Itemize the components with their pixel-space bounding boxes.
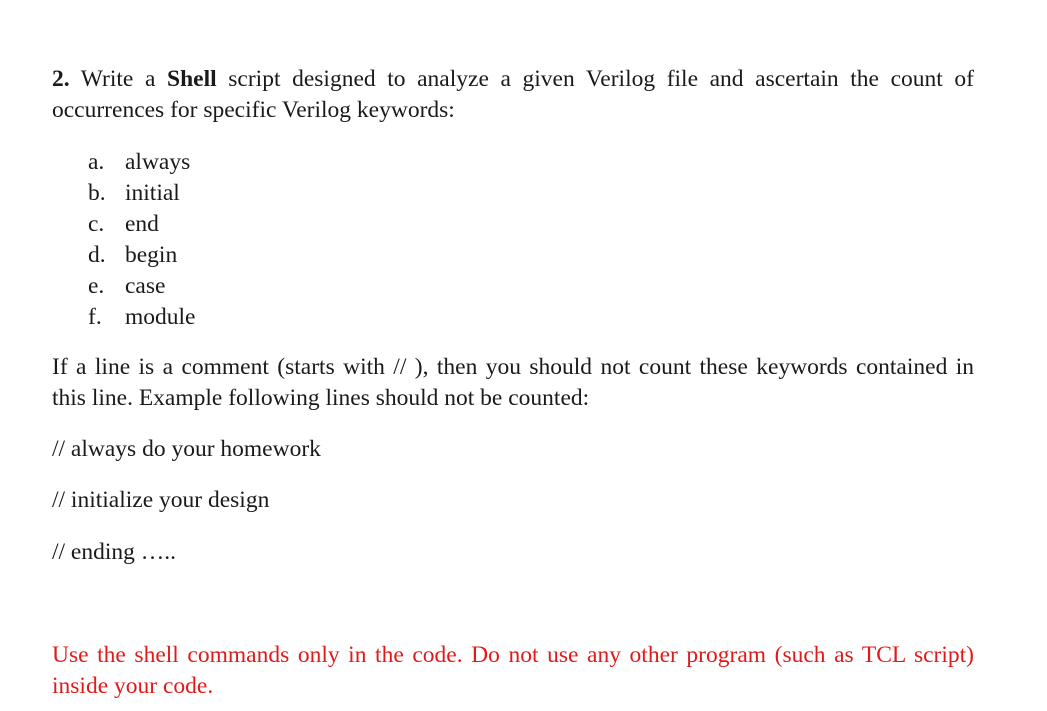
example-comment-line: // initialize your design	[52, 487, 270, 513]
intro-text-part-1: Write a	[69, 66, 168, 92]
keyword-initial: initial	[125, 180, 180, 206]
comment-rule-line-1: If a line is a comment (starts with // ), then you should not count these keywords contained in	[52, 354, 974, 380]
list-marker: a.	[88, 149, 105, 175]
question-intro-line-1	[52, 64, 974, 94]
intro-text-part-2: script designed to analyze a given Verilog file and ascertain the count of	[216, 66, 974, 92]
list-marker: f.	[88, 304, 102, 330]
list-marker: e.	[88, 273, 105, 299]
keyword-module: module	[125, 304, 196, 330]
comment-rule-line-2: this line. Example following lines should not be counted:	[52, 385, 590, 411]
keyword-always: always	[125, 149, 191, 175]
question-intro-line-2: occurrences for specific Verilog keywords:	[52, 97, 455, 123]
question-number: 2.	[52, 66, 70, 92]
list-marker: c.	[88, 211, 105, 237]
intro-bold-shell: Shell	[167, 66, 217, 92]
list-marker: d.	[88, 242, 106, 268]
keyword-end: end	[125, 211, 159, 237]
example-comment-line: // ending …..	[52, 539, 177, 565]
keyword-case: case	[125, 273, 166, 299]
example-comment-line: // always do your homework	[52, 436, 321, 462]
restriction-line-1: Use the shell commands only in the code. Do not use any other program (such as TCL script)	[52, 642, 974, 668]
keyword-begin: begin	[125, 242, 178, 268]
list-marker: b.	[88, 180, 106, 206]
restriction-line-2: inside your code.	[52, 673, 214, 699]
